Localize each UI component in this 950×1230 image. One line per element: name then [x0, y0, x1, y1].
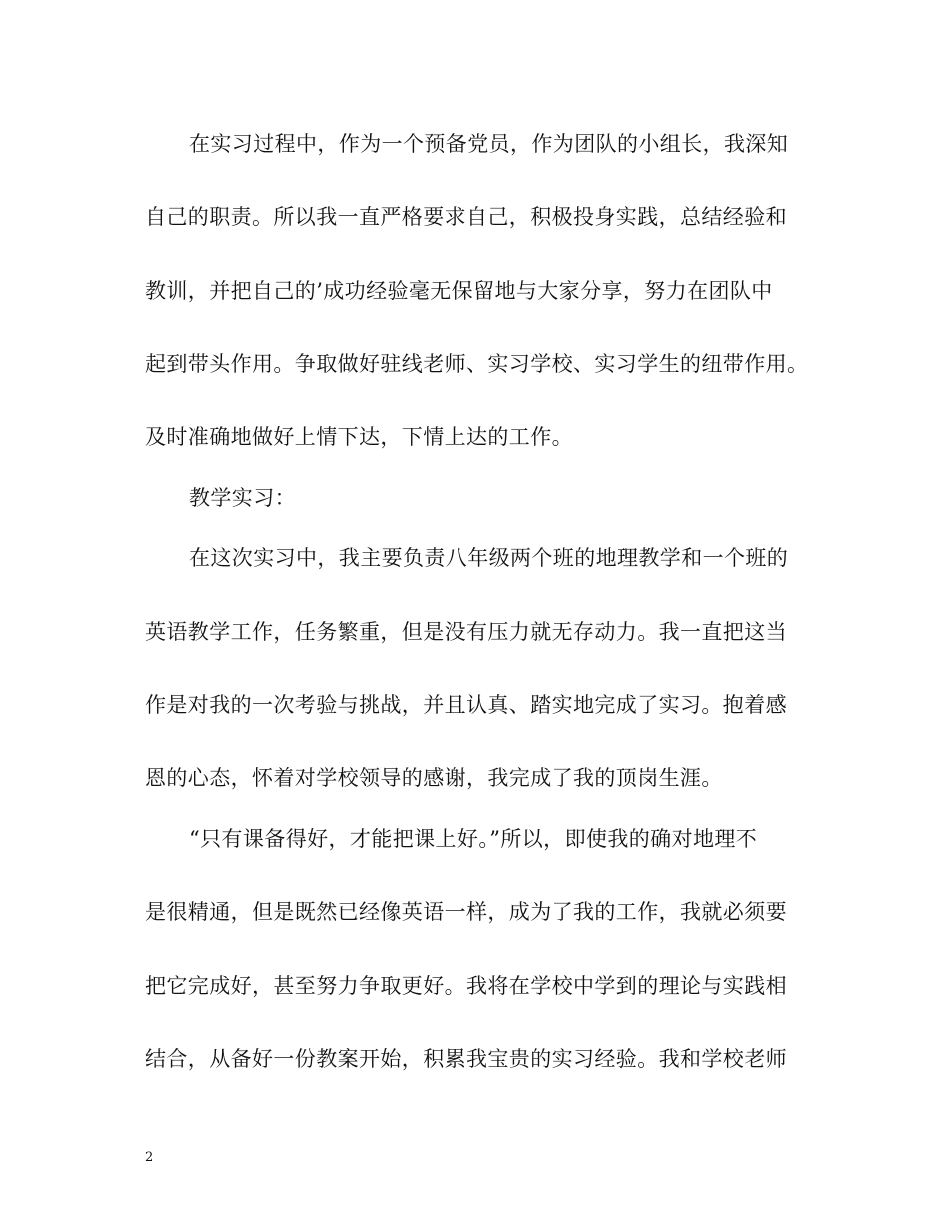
text-line: 恩的心态，怀着对学校领导的感谢，我完成了我的顶岗生涯。	[145, 766, 723, 790]
text-line: 教训，并把自己的’成功经验毫无保留地与大家分享，努力在团队中	[145, 279, 773, 303]
text-line: 在这次实习中，我主要负责八年级两个班的地理教学和一个班的	[189, 546, 789, 570]
text-line: 是很精通，但是既然已经像英语一样，成为了我的工作，我就必须要	[145, 900, 787, 924]
text-line: 把它完成好，甚至努力争取更好。我将在学校中学到的理论与实践相	[145, 974, 787, 998]
text-line: 结合，从备好一份教案开始，积累我宝贵的实习经验。我和学校老师	[145, 1047, 787, 1071]
text-line: 作是对我的一次考验与挑战，并且认真、踏实地完成了实习。抱着感	[145, 693, 787, 717]
text-line: “只有课备得好，才能把课上好。”所以，即使我的确对地理不	[189, 827, 758, 851]
text-line: 及时准确地做好上情下达，下情上达的工作。	[145, 425, 573, 449]
page-number: 2	[145, 1150, 154, 1165]
text-line: 在实习过程中，作为一个预备党员，作为团队的小组长，我深知	[189, 132, 789, 156]
section-heading: 教学实习：	[189, 486, 296, 510]
text-line: 英语教学工作，任务繁重，但是没有压力就无存动力。我一直把这当	[145, 620, 787, 644]
text-line: 起到带头作用。争取做好驻线老师、实习学校、实习学生的纽带作用。	[145, 352, 809, 376]
text-line: 自己的职责。所以我一直严格要求自己，积极投身实践，总结经验和	[145, 205, 787, 229]
